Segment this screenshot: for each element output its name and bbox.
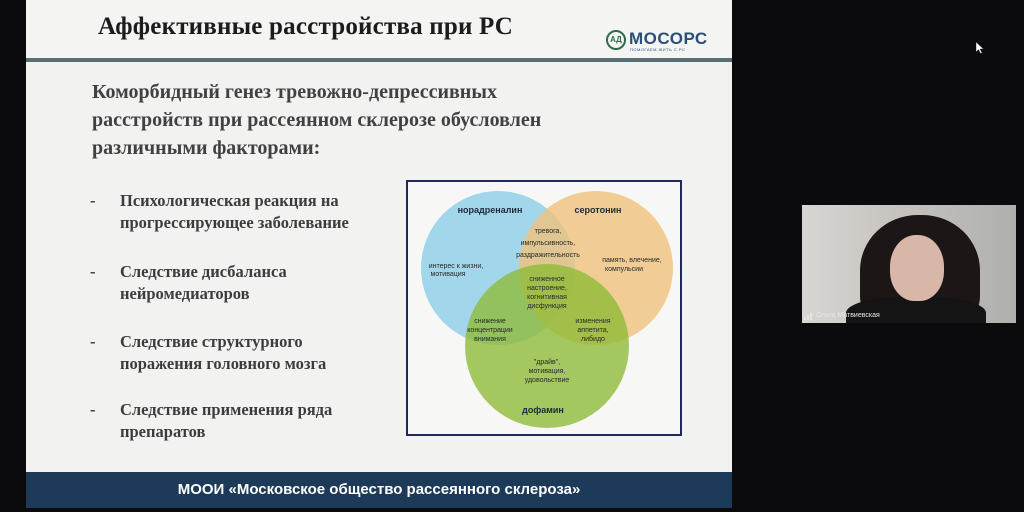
region-all-text: дисфункция [527, 303, 567, 310]
participant-face [890, 235, 944, 301]
slide-footer [26, 472, 732, 508]
region-serotonin-text: компульсии [604, 266, 644, 273]
region-ser-dop-text: либидо [581, 336, 605, 343]
intro-line: расстройств при рассеянном склерозе обусловлен [92, 109, 542, 131]
label-serotonin: серотонин [574, 205, 622, 215]
slide-header [26, 0, 732, 58]
region-all-text: сниженное [529, 276, 565, 283]
mosors-logo [606, 28, 718, 54]
region-dopamine-text: удовольствие [524, 377, 570, 384]
participant-name: Ольга Матвиевская [816, 312, 880, 319]
region-ser-dop-text: аппетита, [577, 327, 609, 334]
region-dopamine-text: мотивация, [528, 368, 566, 375]
region-dopamine-text: "драйв", [533, 359, 561, 366]
label-noradrenaline: норадреналин [457, 205, 523, 215]
slide-title: Аффективные расстройства при РС [98, 13, 514, 40]
region-serotonin-text: память, влечение, [602, 257, 662, 264]
bullet-line: Следствие дисбаланса [120, 262, 287, 281]
bullet-line: Психологическая реакция на [120, 191, 339, 210]
footer-text: МООИ «Московское общество рассеянного склероза» [177, 481, 581, 498]
mouse-cursor-icon [976, 42, 984, 54]
intro-line: различными факторами: [92, 137, 321, 159]
logo-name: МОСОРС [629, 29, 708, 48]
venn-diagram [406, 180, 682, 436]
region-nor-ser-text: раздражительность [516, 252, 580, 259]
participant-video-tile[interactable] [802, 205, 1016, 323]
label-dopamine: дофамин [522, 405, 564, 415]
bullet-line: нейромедиаторов [120, 284, 250, 303]
region-nor-dop-text: снижение [474, 318, 506, 325]
intro-line: Коморбидный генез тревожно-депрессивных [92, 81, 497, 103]
bullet-dash: - [90, 262, 96, 281]
venn-diagram-svg [408, 182, 680, 434]
bullet-line: Следствие структурного [120, 332, 303, 351]
region-nor-ser-text: тревога, [534, 228, 562, 235]
bullet-dash: - [90, 191, 96, 210]
region-nor-dop-text: внимания [474, 336, 506, 343]
region-nor-ser-text: импульсивность, [520, 240, 576, 247]
bullet-line: поражения головного мозга [120, 354, 327, 373]
logo-mark-icon: АД [606, 30, 626, 50]
signal-strength-icon [804, 312, 814, 320]
bullet-dash: - [90, 400, 96, 419]
region-all-text: настроение, [527, 285, 567, 292]
region-nor-dop-text: концентрации [467, 327, 513, 334]
region-noradrenaline-text: мотивация [430, 271, 466, 278]
bullet-line: Следствие применения ряда [120, 400, 333, 419]
region-all-text: когнитивная [527, 294, 567, 301]
logo-tagline: ПОМОГАЕМ ЖИТЬ С РС [630, 47, 686, 52]
region-noradrenaline-text: интерес к жизни, [428, 263, 484, 270]
bullet-line: препаратов [120, 422, 206, 441]
region-ser-dop-text: изменения [575, 318, 611, 325]
bullet-dash: - [90, 332, 96, 351]
header-divider [26, 58, 732, 62]
bullet-line: прогрессирующее заболевание [120, 213, 349, 232]
intro-paragraph [92, 78, 632, 162]
presentation-slide [26, 0, 732, 508]
